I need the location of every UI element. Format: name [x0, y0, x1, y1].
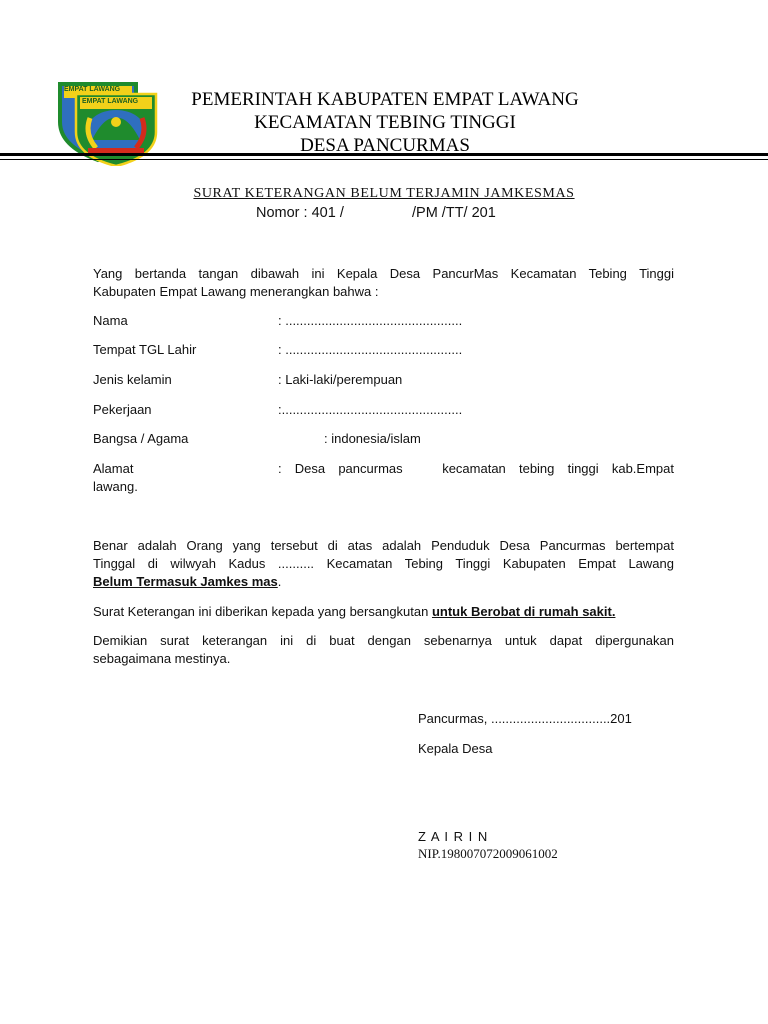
- field-value-jenis-kelamin: : Laki-laki/perempuan: [278, 372, 403, 387]
- field-value-bangsa-agama: : indonesia/islam: [324, 431, 421, 446]
- field-value-ttl: : .................................................: [278, 342, 463, 357]
- field-label-ttl: Tempat TGL Lahir: [93, 342, 197, 357]
- field-label-nama: Nama: [93, 313, 128, 328]
- signature-position: Kepala Desa: [418, 741, 493, 756]
- opening-line-2: Kabupaten Empat Lawang menerangkan bahwa :: [93, 284, 379, 299]
- field-label-bangsa-agama: Bangsa / Agama: [93, 431, 189, 446]
- body-paragraph-1-line-3: [93, 573, 281, 591]
- kop-divider-thin: [0, 159, 768, 160]
- signature-place-date: Pancurmas, .................................201: [418, 711, 632, 726]
- status-jamkesmas: Belum Termasuk Jamkes mas: [93, 574, 278, 589]
- field-label-jenis-kelamin: Jenis kelamin: [93, 372, 172, 387]
- field-label-alamat: Alamat: [93, 461, 134, 476]
- kop-line-2: KECAMATAN TEBING TINGGI: [254, 112, 516, 133]
- field-value-alamat-line-2: lawang.: [93, 479, 138, 494]
- document-title: SURAT KETERANGAN BELUM TERJAMIN JAMKESMAS: [193, 186, 575, 201]
- purpose-text: untuk Berobat di rumah sakit.: [431, 604, 616, 619]
- opening-line-1: Yang bertanda tangan dibawah ini Kepala Desa PancurMas Kecamatan Tebing Tinggi: [93, 266, 674, 281]
- kop-divider-thick: [0, 153, 768, 156]
- field-value-pekerjaan: :..................................................: [278, 402, 463, 417]
- logo-text-back: EMPAT LAWANG: [64, 86, 121, 93]
- field-value-alamat: : Desa pancurmas kecamatan tebing tinggi kab.Empat: [278, 461, 674, 476]
- body-paragraph-1-line-2: Tinggal di wilwyah Kadus .......... Kecamatan Tebing Tinggi Kabupaten Empat Lawang: [93, 556, 674, 571]
- kop-line-3: DESA PANCURMAS: [300, 135, 470, 156]
- signatory-name: Z A I R I N: [418, 829, 489, 844]
- document-number-suffix: /PM /TT/ 201: [412, 205, 496, 221]
- body-paragraph-1-line-1: Benar adalah Orang yang tersebut di atas adalah Penduduk Desa Pancurmas bertempat: [93, 538, 674, 553]
- body-paragraph-2: [93, 603, 615, 621]
- body-paragraph-2-text: Surat Keterangan ini diberikan kepada yang bersangkutan: [93, 604, 432, 619]
- body-paragraph-1-end: .: [277, 574, 282, 589]
- signatory-nip: NIP.198007072009061002: [418, 846, 558, 861]
- closing-line-2: sebagaimana mestinya.: [93, 651, 231, 666]
- logo-text-front: EMPAT LAWANG: [82, 98, 139, 105]
- field-value-nama: : .................................................: [278, 313, 463, 328]
- kop-line-1: PEMERINTAH KABUPATEN EMPAT LAWANG: [191, 89, 579, 110]
- document-number-label: Nomor : 401 /: [256, 205, 344, 221]
- field-label-pekerjaan: Pekerjaan: [93, 402, 152, 417]
- closing-line-1: Demikian surat keterangan ini di buat dengan sebenarnya untuk dapat dipergunakan: [93, 633, 674, 648]
